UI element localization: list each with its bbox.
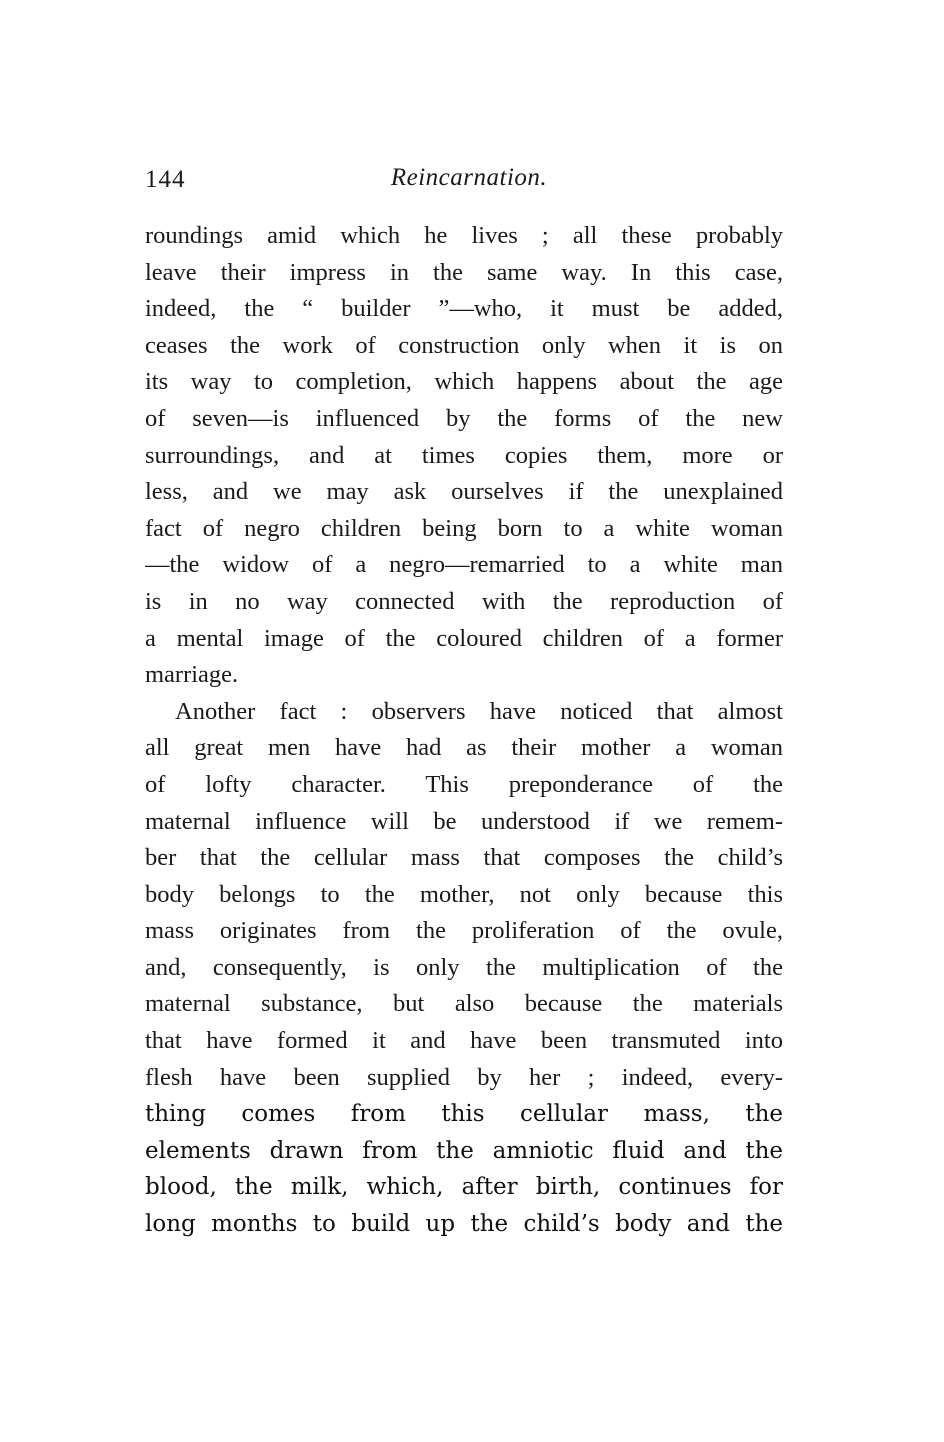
- text-line: less, and we may ask ourselves if the unexplained: [145, 478, 783, 506]
- text-line: body belongs to the mother, not only because this: [145, 880, 783, 908]
- text-line: a mental image of the coloured children of a former: [145, 624, 783, 652]
- text-line: its way to completion, which happens about the age: [145, 368, 783, 396]
- text-line: blood, the milk, which, after birth, continues for: [145, 1174, 783, 1201]
- text-line: of lofty character. This preponderance of the: [145, 770, 783, 798]
- body-text: [145, 218, 783, 1243]
- text-line: elements drawn from the amniotic fluid and the: [145, 1137, 783, 1164]
- text-line: and, consequently, is only the multiplication of the: [145, 953, 783, 981]
- text-line: leave their impress in the same way. In this case,: [145, 258, 783, 286]
- text-line: flesh have been supplied by her ; indeed, every-: [145, 1063, 783, 1091]
- text-line: is in no way connected with the reproduction of: [145, 587, 783, 615]
- text-line: that have formed it and have been transmuted into: [145, 1027, 783, 1055]
- text-line: surroundings, and at times copies them, more or: [145, 441, 783, 469]
- text-line: all great men have had as their mother a woman: [145, 734, 783, 762]
- text-line: maternal influence will be understood if we remem-: [145, 807, 783, 835]
- paragraph-start-line: Another fact : observers have noticed that almost: [175, 697, 783, 725]
- text-line: ceases the work of construction only when it is on: [145, 331, 783, 359]
- running-title: Reincarnation.: [390, 164, 548, 191]
- text-line: ber that the cellular mass that composes the child’s: [145, 844, 783, 872]
- page-number: 144: [145, 166, 186, 193]
- running-head: [145, 160, 783, 196]
- text-line: maternal substance, but also because the materials: [145, 990, 783, 1018]
- text-line: —the widow of a negro—remarried to a white man: [145, 551, 783, 579]
- text-line: mass originates from the proliferation of the ovule,: [145, 917, 783, 945]
- paragraph-end-line: marriage.: [145, 661, 239, 689]
- text-line: roundings amid which he lives ; all these probably: [145, 222, 783, 249]
- text-line: fact of negro children being born to a white woman: [145, 514, 783, 542]
- text-line: thing comes from this cellular mass, the: [145, 1101, 783, 1128]
- text-line: indeed, the “ builder ”—who, it must be added,: [145, 295, 783, 323]
- text-line: of seven—is influenced by the forms of the new: [145, 404, 783, 432]
- text-line: long months to build up the child’s body and the: [145, 1211, 783, 1238]
